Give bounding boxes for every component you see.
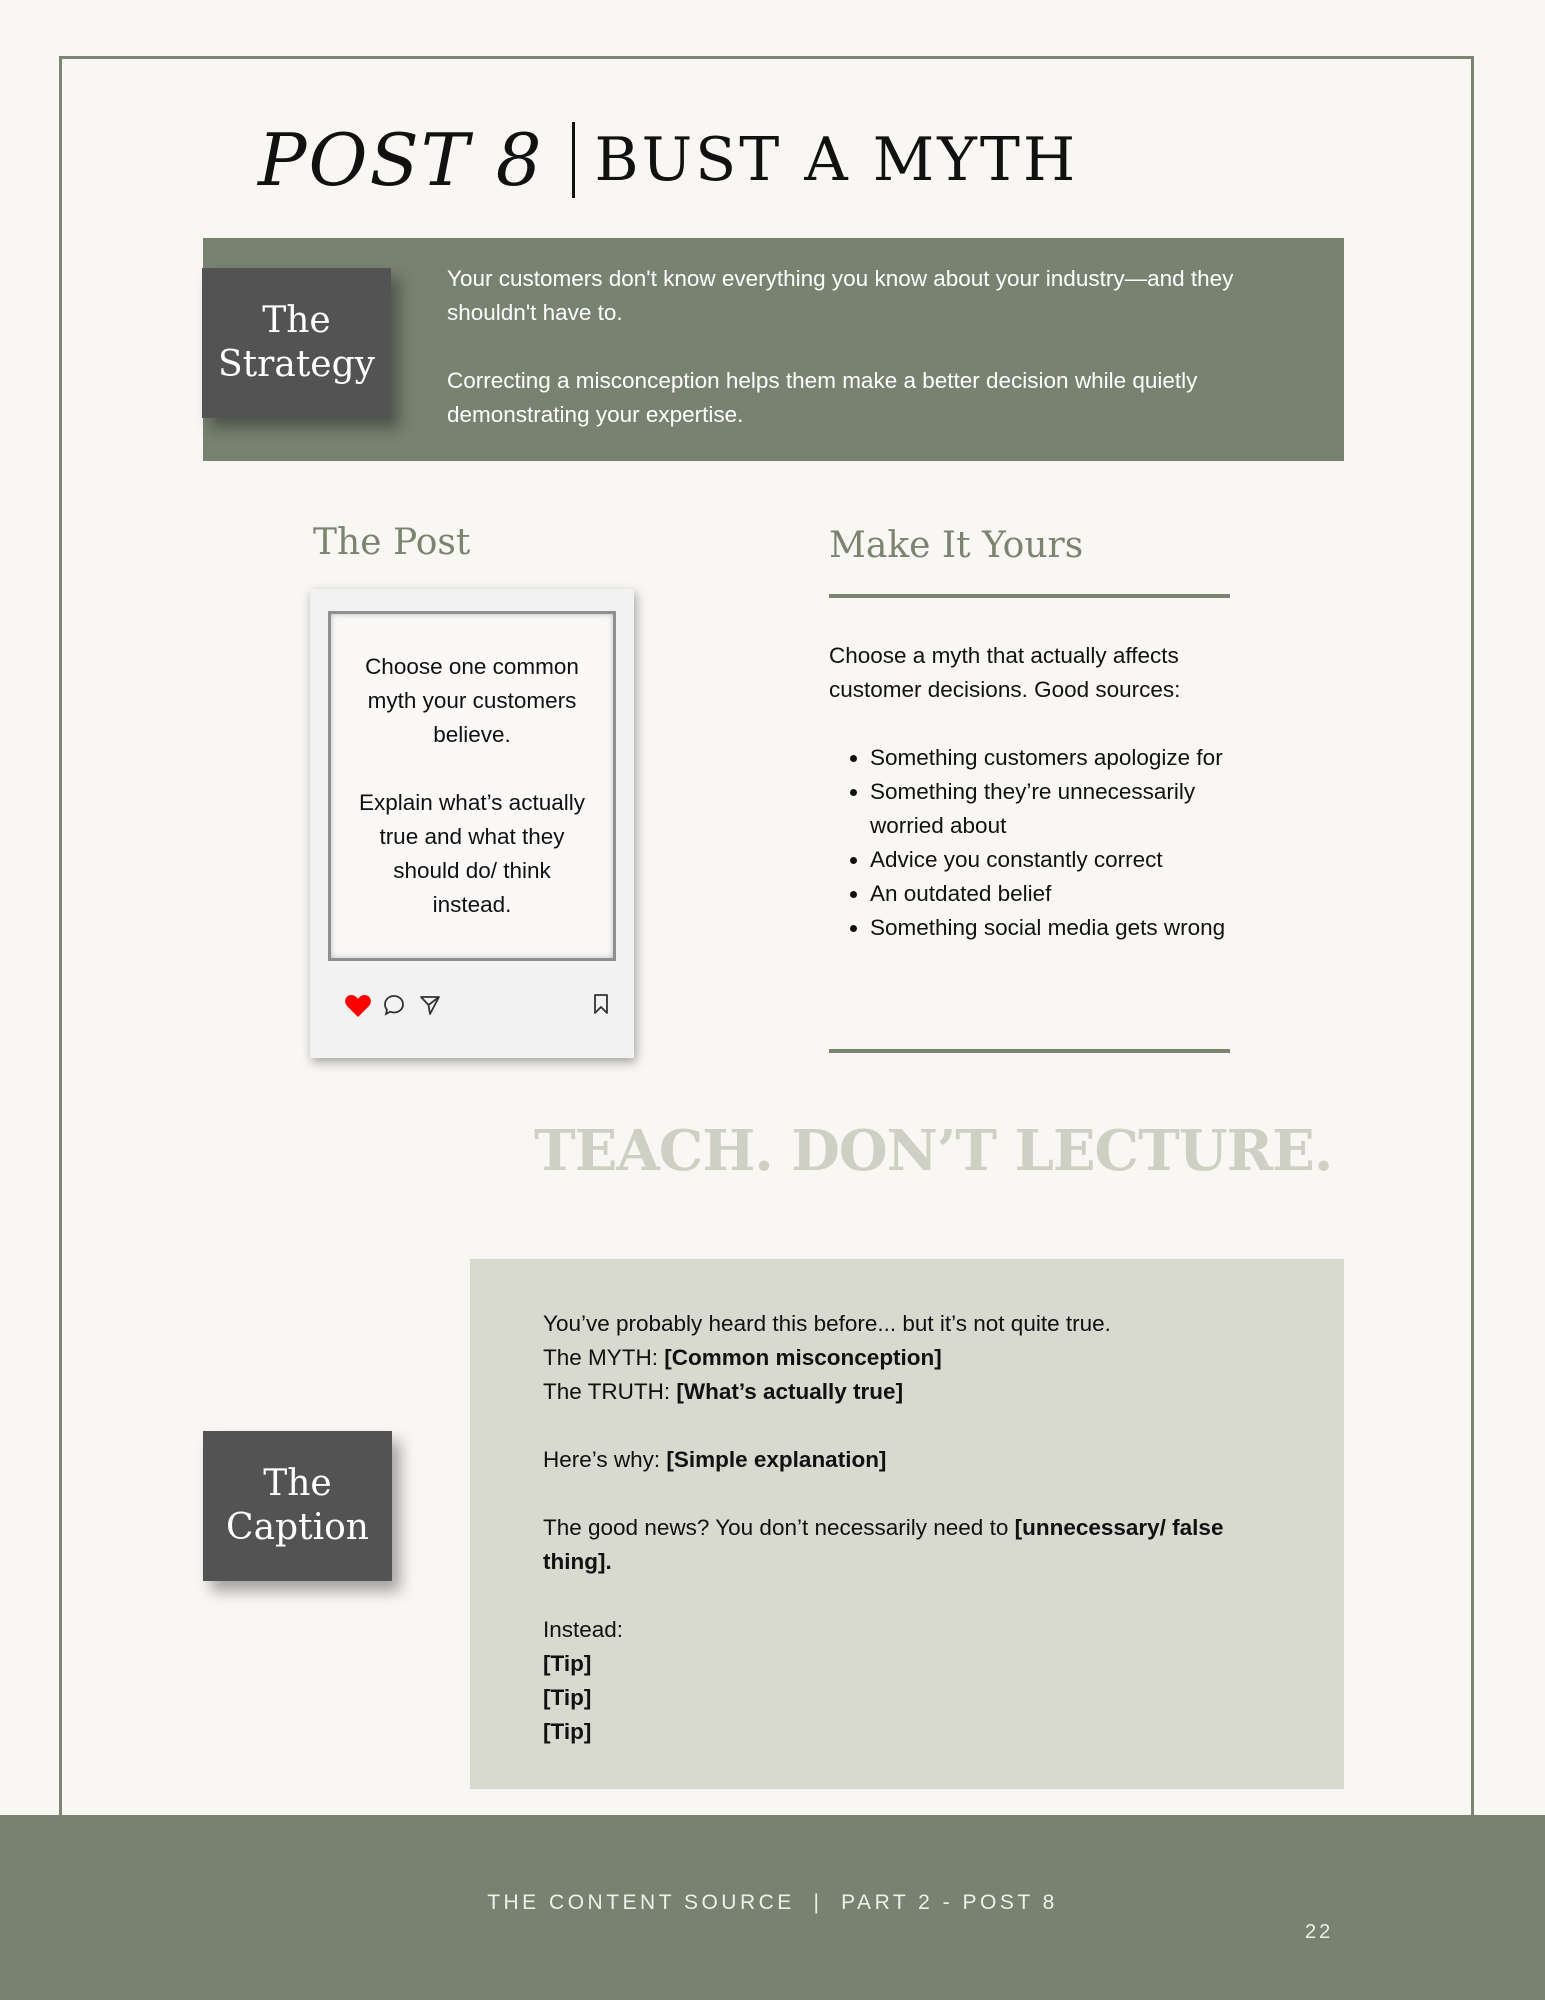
bookmark-icon[interactable] [592, 993, 610, 1015]
footer-text [0, 1891, 1545, 1915]
myth-value: [Common misconception] [664, 1345, 942, 1370]
instead-block [543, 1613, 1283, 1749]
post-title: BUST A MYTH [594, 125, 1079, 195]
list-item: • Something customers apologize for [870, 741, 1249, 775]
send-icon[interactable] [418, 993, 442, 1017]
tip-item: [Tip] [543, 1685, 592, 1710]
post-heading: The Post [313, 522, 471, 563]
caption-text [543, 1307, 1283, 1783]
caption-label-line1: The [263, 1463, 332, 1504]
divider [829, 594, 1230, 598]
instead-label: Instead: [543, 1617, 624, 1642]
list-item: • Advice you constantly correct [870, 843, 1249, 877]
tagline: TEACH. DON’T LECTURE. [534, 1118, 1333, 1184]
post-text [352, 650, 592, 922]
page-number: 22 [1305, 1921, 1334, 1943]
tip-item: [Tip] [543, 1719, 592, 1744]
strategy-label-line2: Strategy [218, 344, 375, 385]
footer-label: THE CONTENT SOURCE | PART 2 - POST 8 [487, 1891, 1058, 1914]
strategy-paragraph: Your customers don't know everything you know about your industry—and they shouldn't have to. [447, 266, 1234, 325]
tip-item: [Tip] [543, 1651, 592, 1676]
comment-icon[interactable] [382, 993, 406, 1017]
strategy-text [447, 262, 1297, 466]
strategy-label-line1: The [262, 300, 331, 341]
caption-line: You’ve probably heard this before... but it’s not quite true. [543, 1311, 1111, 1336]
truth-label: The TRUTH: [543, 1379, 677, 1404]
post-text-line: Explain what’s actually true and what they should do/ think instead. [359, 790, 585, 917]
strategy-paragraph: Correcting a misconception helps them make a better decision while quietly demonstrating your expertise. [447, 368, 1198, 427]
divider [829, 1049, 1230, 1053]
title-divider [572, 122, 575, 198]
good-news-value: [unnecessary/ false thing]. [543, 1515, 1224, 1574]
strategy-label [202, 268, 391, 418]
myth-label: The MYTH: [543, 1345, 665, 1370]
post-text-line: Choose one common myth your customers believe. [365, 654, 579, 747]
make-it-yours-heading: Make It Yours [829, 525, 1084, 566]
truth-value: [What’s actually true] [676, 1379, 904, 1404]
page-title [258, 110, 1078, 210]
caption-label-line2: Caption [226, 1507, 369, 1548]
good-news-text: The good news? You don’t necessarily need to [543, 1515, 1015, 1540]
make-it-yours-intro: Choose a myth that actually affects customer decisions. Good sources: [829, 643, 1181, 702]
caption-intro-block [543, 1307, 1283, 1409]
caption-label [203, 1431, 392, 1581]
why-block [543, 1443, 1283, 1477]
sources-list [829, 741, 1249, 945]
why-label: Here’s why: [543, 1447, 667, 1472]
good-news-block [543, 1511, 1283, 1579]
list-item: • Something they’re unnecessarily worried about [870, 775, 1249, 843]
post-actions [332, 993, 616, 1021]
why-value: [Simple explanation] [666, 1447, 887, 1472]
make-it-yours-body [829, 639, 1249, 945]
post-number: POST 8 [258, 118, 544, 202]
list-item: • Something social media gets wrong [870, 911, 1249, 945]
list-item: • An outdated belief [870, 877, 1249, 911]
heart-icon[interactable] [344, 993, 372, 1019]
post-image-area [328, 611, 616, 961]
post-mockup [310, 589, 634, 1058]
